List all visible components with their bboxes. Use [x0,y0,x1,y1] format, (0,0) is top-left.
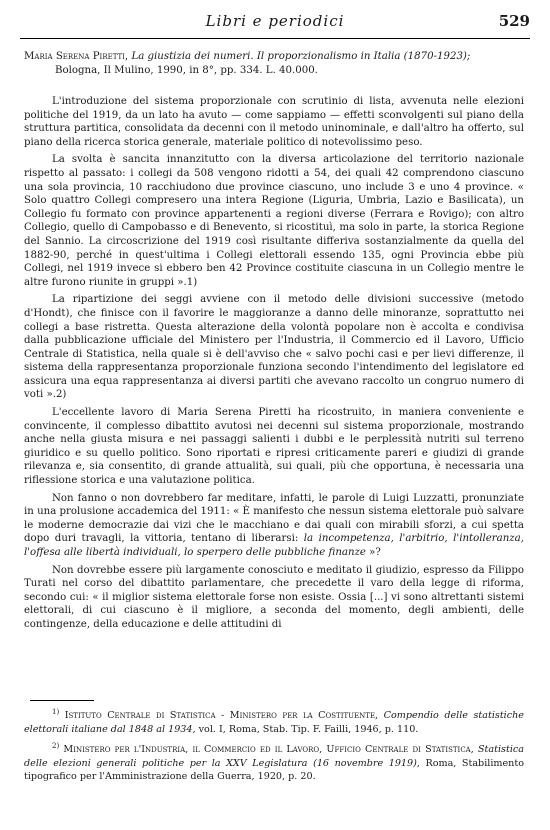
paragraph-5-italic-quote: la incompetenza, l'arbitrio, l'intolleranza, l'offesa alle libertà individuali, lo sperpero delle pubbliche finanze [24,533,524,558]
reference-publication: Bologna, Il Mulino, 1990, in 8°, pp. 334. L. 40.000. [55,65,318,76]
paragraph-3: La ripartizione dei seggi avviene con il metodo delle divisioni successive (metodo d'Hondt), che finisce con il favorire le maggioranze a danno delle minoranze, soprattutto nei collegi a base ristretta. Questa alterazione della volontà popolare non è accolta e condivisa dalla pubblicazione ufficiale del Ministero per l'Industria, il Commercio ed il Lavoro, Ufficio Centrale di Statistica, nella quale si è dell'avviso che « salvo pochi casi e per lievi differenze, il sistema della rappresentanza proporzionale funziona secondo l'intendimento del legislatore ed assicura una equa rappresentanza ai diversi partiti che avevano raccolto un congruo numero di voti ».2) [24,294,524,401]
footnote-1-source: Istituto Centrale di Statistica - Ministero per la Costituente, [64,710,379,722]
header-rule [20,38,530,39]
running-title: Libri e periodici [205,12,345,30]
book-reference [24,50,524,78]
reference-title: La giustizia dei numeri. Il proporzionalismo in Italia (1870-1923); [131,51,471,62]
paragraph-2: La svolta è sancita innanzitutto con la diversa articolazione del territorio nazionale rispetto al passato: i collegi da 508 vengono ridotti a 54, dei quali 42 comprendono ciascuno una sola provincia, 10 racchiudono due province ciascuno, uno include 3 e uno 4 province. « Solo quattro Collegi compresero una intera Regione (Liguria, Umbria, Lazio e Basilicata), un Collegio fu formato con province appartenenti a regioni diverse (Ferrara e Rovigo); con altro Collegio, quello di Campobasso e di Benevento, si ricostituì, ma solo in parte, la storica Regione del Sannio. La circoscrizione del 1919 così risultante differiva sostanzialmente da quella del 1882-90, perché in quest'ultima i Collegi elettorali essendo 135, ogni Provincia ebbe più Collegi, nel 1919 invece si ebbero ben 42 Province costituite ciascuna in un Collegio mentre le altre furono riunite in gruppi ».1) [24,154,524,288]
footnote-1-marker: 1) [52,708,60,716]
paragraph-1: L'introduzione del sistema proporzionale con scrutinio di lista, avvenuta nelle elezioni politiche del 1919, da un lato ha avuto — come sappiamo — effetti sconvolgenti sul piano della struttura partitica, consolidata da decenni con il metodo uninominale, e dall'altro ha offerto, sul piano della ricerca storica generale, materiale politico di notevolissimo peso. [24,96,524,148]
footnotes [24,706,524,787]
footnote-2-title: Statistica delle elezioni generali politiche per la XXV Legislatura (16 novembre 1919), [24,744,524,769]
footnote-2 [24,740,524,783]
footnote-1-rest: vol. I, Roma, Stab. Tip. F. Failli, 1946, p. 110. [198,723,419,735]
review-body [24,95,524,636]
paragraph-5 [24,492,524,560]
paragraph-6: Non dovrebbe essere più largamente conosciuto e meditato il giudizio, espresso da Filippo Turati nel corso del dibattito parlamentare, che precedette il varo della legge di riforma, secondo cui: « il miglior sistema elettorale forse non esiste. Ossia [...] vi sono altrettanti sistemi elettorali, di cui ciascuno è il migliore, a seconda del momento, degli ambienti, delle contingenze, della educazione e delle attitudini di [24,564,524,630]
paragraph-5-text: Non fanno o non dovrebbero far meditare, infatti, le parole di Luigi Luzzatti, pronunziate in una prolusione accademica del 1911: « È manifesto che nessun sistema elettorale può salvare le moderne democrazie dai vizi che le macchiano e dai quali con mirabili sforzi, a cui spetta dopo duri travagli, la vittoria, tentano di liberarsi: [24,492,524,545]
paragraph-4: L'eccellente lavoro di Maria Serena Piretti ha ricostruito, in maniera conveniente e convincente, il complesso dibattito avutosi nei decenni sul sistema proporzionale, mostrando anche nella giusta misura e nei passaggi salienti i dubbi e le perplessità nutriti sul terreno giuridico e su quello politico. Sono riportati e ripresi criticamente pareri e giudizi di grande rilevanza e, sia consentito, di grande attualità, sui quali, più che opportuna, è necessaria una riflessione storica e una valutazione politica. [24,407,524,487]
footnote-2-rest: Roma, Stabilimento tipografico per l'Amministrazione della Guerra, 1920, p. 20. [24,757,524,782]
footnote-rule [30,700,94,701]
paragraph-5-end: »? [365,547,381,558]
running-head [20,12,530,36]
page-number: 529 [498,12,530,30]
reference-author: Maria Serena Piretti, [24,51,129,62]
footnote-2-source: Ministero per l'Industria, il Commercio ed il Lavoro, Ufficio Centrale di Statistica, [63,744,474,756]
footnote-1-title: Compendio delle statistiche elettorali italiane dal 1848 al 1934, [24,710,524,735]
footnote-1 [24,706,524,736]
footnote-2-marker: 2) [52,742,60,750]
